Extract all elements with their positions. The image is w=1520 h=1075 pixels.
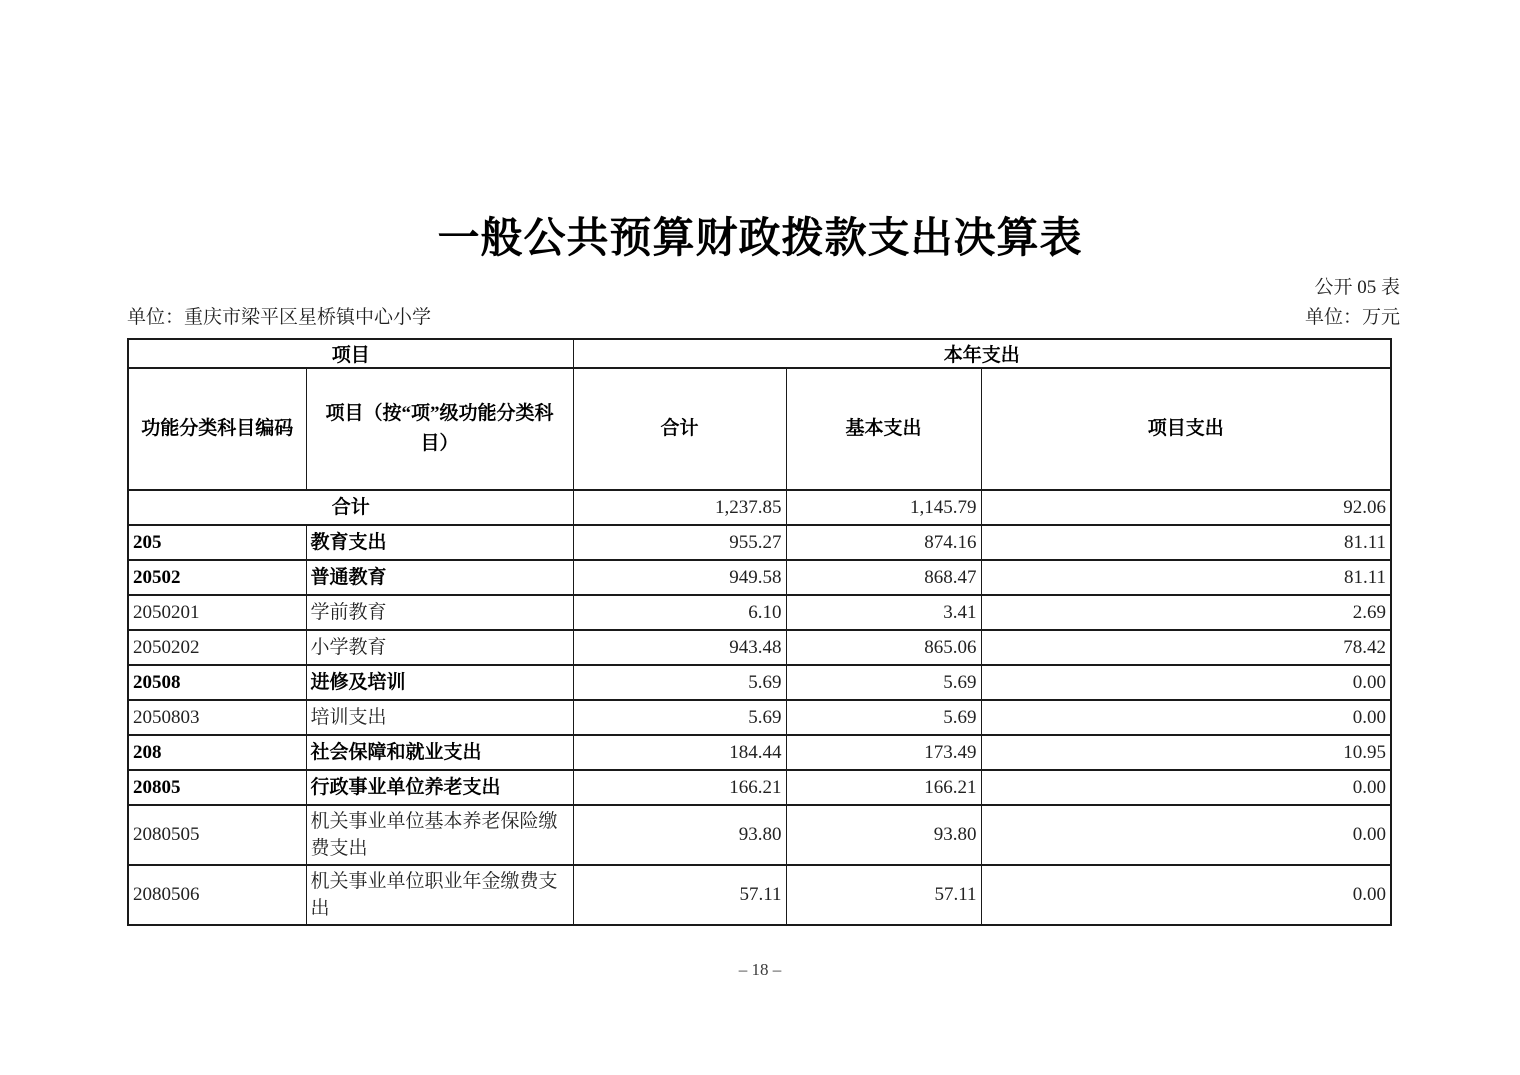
row-code: 20805 [128,770,306,805]
unit-currency-label: 单位：万元 [1304,307,1400,328]
row-total: 955.27 [573,525,786,560]
row-project: 81.11 [981,560,1391,595]
row-project: 0.00 [981,865,1391,925]
row-project: 78.42 [981,630,1391,665]
row-project: 0.00 [981,805,1391,865]
table-row [128,700,1391,735]
row-basic: 166.21 [786,770,981,805]
row-code: 205 [128,525,306,560]
table-row [128,735,1391,770]
row-code: 2050202 [128,630,306,665]
unit-line [127,305,1400,331]
table-row [128,490,1391,525]
page-number: – 18 – [738,960,782,979]
row-code: 2050201 [128,595,306,630]
row-code: 2080506 [128,865,306,925]
table-row [128,770,1391,805]
unit-name-label: 单位：重庆市梁平区星桥镇中心小学 [127,307,432,328]
row-total: 949.58 [573,560,786,595]
table-row [128,665,1391,700]
row-name: 学前教育 [306,595,573,630]
row-project: 92.06 [981,490,1391,525]
row-total: 166.21 [573,770,786,805]
row-name: 进修及培训 [306,665,573,700]
row-basic: 865.06 [786,630,981,665]
row-label: 合计 [128,490,573,525]
table-row [128,630,1391,665]
row-project: 0.00 [981,700,1391,735]
row-name: 行政事业单位养老支出 [306,770,573,805]
budget-table [127,338,1392,926]
header-col-item: 项目（按“项”级功能分类科目） [306,368,573,490]
header-col-project: 项目支出 [981,368,1391,490]
row-basic: 868.47 [786,560,981,595]
row-basic: 3.41 [786,595,981,630]
table-row [128,805,1391,865]
header-group-row [128,339,1391,368]
row-name: 社会保障和就业支出 [306,735,573,770]
row-project: 81.11 [981,525,1391,560]
row-name: 机关事业单位基本养老保险缴费支出 [306,805,573,865]
row-basic: 57.11 [786,865,981,925]
row-basic: 5.69 [786,665,981,700]
row-total: 184.44 [573,735,786,770]
row-basic: 874.16 [786,525,981,560]
row-name: 小学教育 [306,630,573,665]
row-basic: 5.69 [786,700,981,735]
row-name: 培训支出 [306,700,573,735]
row-name: 普通教育 [306,560,573,595]
header-col-code: 功能分类科目编码 [128,368,306,490]
row-basic: 93.80 [786,805,981,865]
row-total: 57.11 [573,865,786,925]
row-name: 教育支出 [306,525,573,560]
row-total: 5.69 [573,700,786,735]
row-code: 2080505 [128,805,306,865]
row-project: 10.95 [981,735,1391,770]
table-row [128,595,1391,630]
table-header [128,339,1391,490]
table-row [128,560,1391,595]
row-code: 208 [128,735,306,770]
header-col-total: 合计 [573,368,786,490]
row-total: 93.80 [573,805,786,865]
row-code: 20502 [128,560,306,595]
row-basic: 173.49 [786,735,981,770]
table-body [128,490,1391,925]
row-project: 0.00 [981,665,1391,700]
header-group-item: 项目 [128,339,573,368]
row-project: 2.69 [981,595,1391,630]
row-total: 6.10 [573,595,786,630]
table-row [128,525,1391,560]
page-title: 一般公共预算财政拨款支出决算表 [437,216,1083,262]
row-basic: 1,145.79 [786,490,981,525]
row-total: 5.69 [573,665,786,700]
row-name: 机关事业单位职业年金缴费支出 [306,865,573,925]
table-row [128,865,1391,925]
table-code-label: 公开 05 表 [1314,277,1400,298]
row-code: 2050803 [128,700,306,735]
row-code: 20508 [128,665,306,700]
row-total: 1,237.85 [573,490,786,525]
header-group-expenditure: 本年支出 [573,339,1391,368]
row-project: 0.00 [981,770,1391,805]
header-col-basic: 基本支出 [786,368,981,490]
header-columns-row [128,368,1391,490]
row-total: 943.48 [573,630,786,665]
